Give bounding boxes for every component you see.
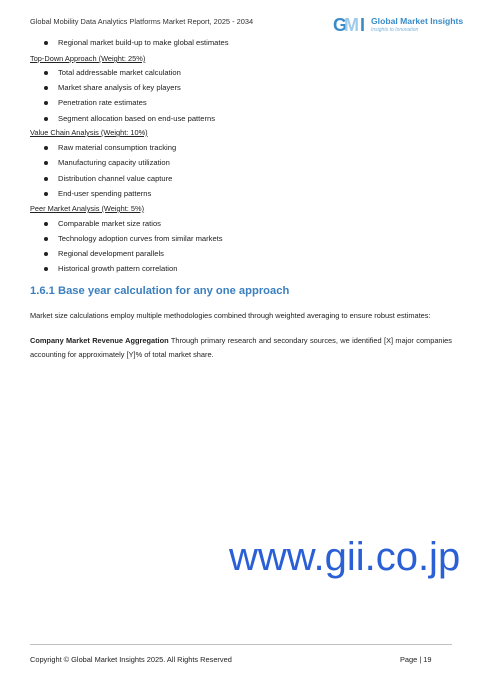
- bullet-dot-icon: [44, 237, 48, 241]
- bullet-dot-icon: [44, 117, 48, 121]
- group-heading-top-down: Top-Down Approach (Weight: 25%): [30, 54, 146, 63]
- bullet-dot-icon: [44, 86, 48, 90]
- bullet-dot-icon: [44, 161, 48, 165]
- footer-copyright: Copyright © Global Market Insights 2025. All Rights Reserved: [30, 655, 232, 664]
- gmi-logo-mark: [333, 14, 371, 36]
- bullet-dot-icon: [44, 41, 48, 45]
- footer-page-number: Page | 19: [400, 655, 432, 664]
- report-header-title: Global Mobility Data Analytics Platforms Market Report, 2025 - 2034: [30, 17, 254, 26]
- bullet-dot-icon: [44, 71, 48, 75]
- bullet-dot-icon: [44, 177, 48, 181]
- bullet-dot-icon: [44, 252, 48, 256]
- section-intro-paragraph: Market size calculations employ multiple methodologies combined through weighted averaging to ensure robust estimates:: [30, 311, 431, 320]
- logo-letter-m: M: [344, 15, 359, 35]
- company-revenue-paragraph: [30, 334, 452, 362]
- logo-company-name: Global Market Insights: [371, 16, 464, 26]
- paragraph-body: Through primary research and secondary sources, we identified [X] major companies accounting for approximately [Y]% of total market share.: [30, 336, 452, 359]
- gmi-logo: [333, 14, 464, 36]
- bullet-dot-icon: [44, 101, 48, 105]
- group-heading-peer-market: Peer Market Analysis (Weight: 5%): [30, 204, 145, 213]
- footer-divider: [30, 644, 452, 645]
- paragraph-lead: Company Market Revenue Aggregation: [30, 336, 169, 345]
- bullet-dot-icon: [44, 267, 48, 271]
- bullet-dot-icon: [44, 192, 48, 196]
- logo-letter-g: G: [333, 15, 348, 35]
- logo-letter-i: I: [360, 15, 366, 35]
- bullet-dot-icon: [44, 146, 48, 150]
- logo-tagline: Insights to Innovation: [371, 27, 419, 33]
- group-heading-value-chain: Value Chain Analysis (Weight: 10%): [30, 128, 148, 137]
- watermark-text: www.gii.co.jp: [229, 535, 461, 579]
- section-title: 1.6.1 Base year calculation for any one approach: [30, 285, 290, 297]
- report-page: Global Mobility Data Analytics Platforms Market Report, 2025 - 2034 G M I Global Market Insights Insights to Innovation Regional market build-up to make global estimates Top-Down Approach (Weight: 25%) Total addressable market calculation Market share analysis of key players Penetration rate estimates Segment allocation based on end-use patterns Value Chain Analysis (Weight: 10%) Raw material consumption tracking Manufacturing capacity utilization Distribution channel value capture End-user spending patterns Peer Market Analysis (Weight: 5%) Comparable market size ratios Technology adoption curves from similar markets Regional development parallels Historical growth pattern correlation 1.6.1 Base year calculation for any one approach Market size calculations employ multiple methodologies combined through weighted averaging to ensure robust estimates: Company Market Revenue Aggregation Through primary research and secondary sources, we identified [X] major companies accounting for approximately [Y]% of total market share. www.gii.co.jp Copyright © Global Market Insights 2025. All Rights Reserved Page | 19: [30, 15, 464, 664]
- bullet-dot-icon: [44, 222, 48, 226]
